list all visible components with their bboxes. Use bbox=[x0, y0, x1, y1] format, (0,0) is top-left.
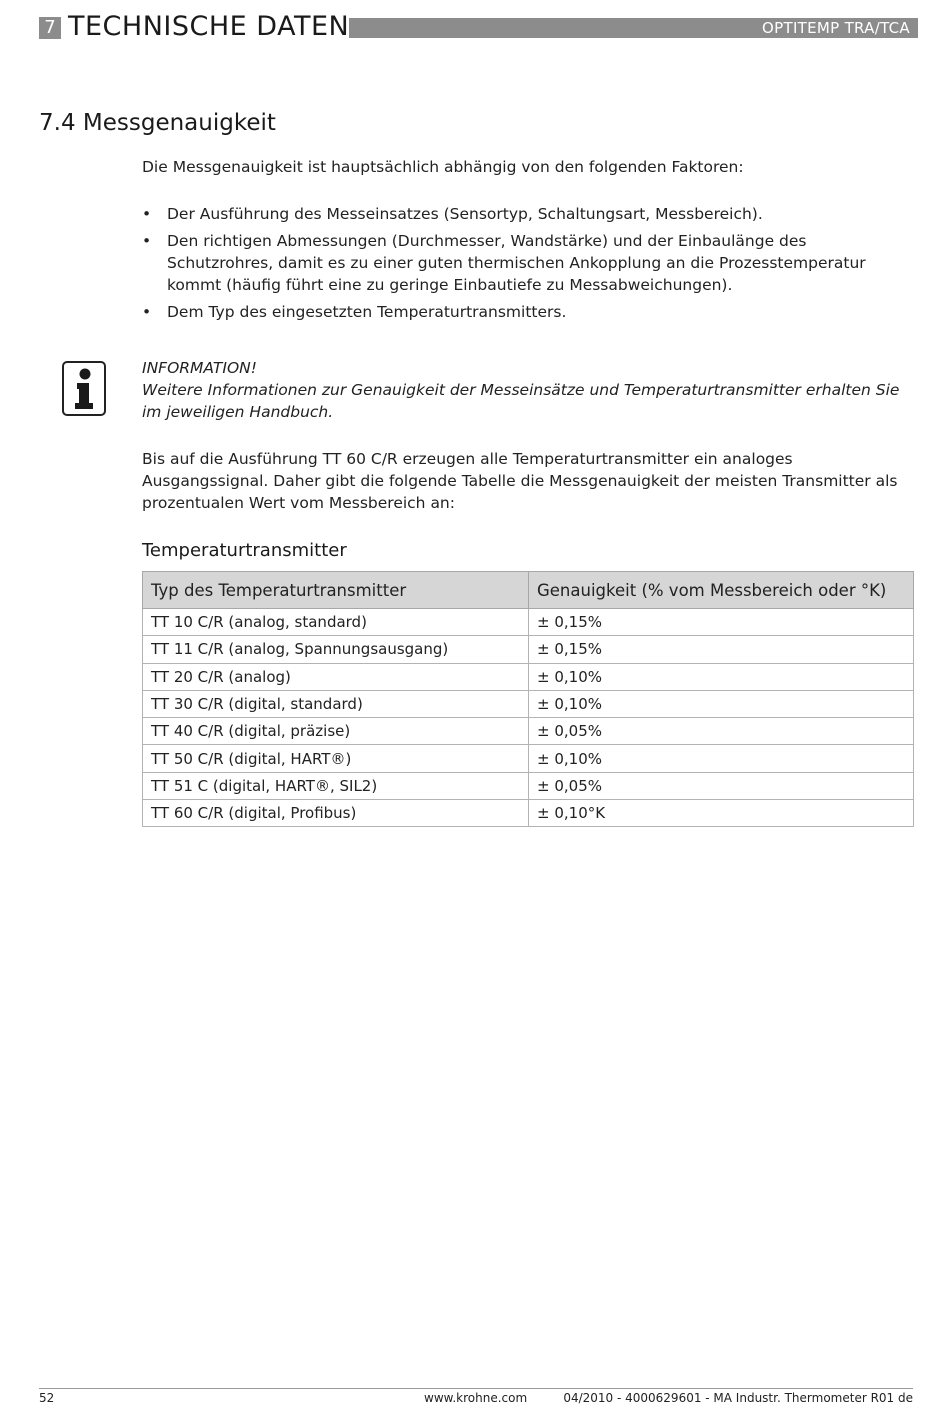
accuracy-value: ± 0,10°K bbox=[529, 800, 914, 827]
footer-divider bbox=[39, 1388, 913, 1389]
list-item-text: Dem Typ des eingesetzten Temperaturtransmitters. bbox=[167, 303, 567, 321]
list-item-text: Den richtigen Abmessungen (Durchmesser, Wandstärke) und der Einbaulänge des Schutzrohres, damit es zu einer guten thermischen Ankopplung an die Prozesstemperatur kommt (häufig führt eine zu geringe Einbautiefe zu Messabweichungen). bbox=[167, 232, 866, 294]
transmitter-type: TT 60 C/R (digital, Profibus) bbox=[143, 800, 529, 827]
bullet-dot: • bbox=[142, 205, 152, 223]
table-header-row bbox=[143, 572, 914, 609]
transmitter-type: TT 51 C (digital, HART®, SIL2) bbox=[143, 772, 529, 799]
chapter-number: 7 bbox=[39, 17, 61, 39]
footer-website: www.krohne.com bbox=[424, 1391, 528, 1405]
table-row bbox=[143, 745, 914, 772]
page-header bbox=[39, 11, 918, 42]
transmitter-type: TT 11 C/R (analog, Spannungsausgang) bbox=[143, 636, 529, 663]
accuracy-value: ± 0,10% bbox=[529, 663, 914, 690]
chapter-title: TECHNISCHE DATEN bbox=[68, 11, 350, 42]
accuracy-value: ± 0,15% bbox=[529, 609, 914, 636]
transmitter-type: TT 20 C/R (analog) bbox=[143, 663, 529, 690]
page-number: 52 bbox=[39, 1391, 55, 1405]
table-subheading: Temperaturtransmitter bbox=[142, 540, 347, 561]
info-icon-glyph bbox=[64, 363, 104, 414]
list-item bbox=[142, 230, 912, 296]
info-text: Weitere Informationen zur Genauigkeit der Messeinsätze und Temperaturtransmitter erhalten Sie im jeweiligen Handbuch. bbox=[142, 381, 900, 421]
transmitter-type: TT 50 C/R (digital, HART®) bbox=[143, 745, 529, 772]
list-item-text: Der Ausführung des Messeinsatzes (Sensortyp, Schaltungsart, Messbereich). bbox=[167, 205, 763, 223]
info-icon bbox=[62, 361, 106, 416]
accuracy-table bbox=[142, 571, 914, 827]
table-row bbox=[143, 636, 914, 663]
list-item bbox=[142, 301, 912, 323]
table-row bbox=[143, 663, 914, 690]
bullet-dot: • bbox=[142, 303, 152, 321]
list-item bbox=[142, 203, 912, 225]
header-bar bbox=[349, 18, 918, 38]
table-row bbox=[143, 718, 914, 745]
accuracy-value: ± 0,10% bbox=[529, 745, 914, 772]
intro-text: Die Messgenauigkeit ist hauptsächlich abhängig von den folgenden Faktoren: bbox=[142, 158, 744, 176]
footer-document-id: 04/2010 - 4000629601 - MA Industr. Thermometer R01 de bbox=[563, 1391, 913, 1405]
table-row bbox=[143, 609, 914, 636]
accuracy-value: ± 0,15% bbox=[529, 636, 914, 663]
bullet-dot: • bbox=[142, 232, 152, 250]
transmitter-type: TT 40 C/R (digital, präzise) bbox=[143, 718, 529, 745]
body-paragraph: Bis auf die Ausführung TT 60 C/R erzeugen alle Temperaturtransmitter ein analoges Ausgangssignal. Daher gibt die folgende Tabelle die Messgenauigkeit der meisten Transmitter als prozentualen Wert vom Messbereich an: bbox=[142, 450, 898, 512]
transmitter-type: TT 30 C/R (digital, standard) bbox=[143, 690, 529, 717]
transmitter-type: TT 10 C/R (analog, standard) bbox=[143, 609, 529, 636]
accuracy-value: ± 0,05% bbox=[529, 772, 914, 799]
product-name: OPTITEMP TRA/TCA bbox=[762, 19, 910, 37]
table-row bbox=[143, 800, 914, 827]
accuracy-value: ± 0,05% bbox=[529, 718, 914, 745]
factor-list bbox=[142, 203, 912, 328]
table-row bbox=[143, 772, 914, 799]
column-header-type: Typ des Temperaturtransmitter bbox=[143, 572, 529, 609]
information-note bbox=[142, 357, 912, 423]
section-title: 7.4 Messgenauigkeit bbox=[39, 110, 276, 136]
table-row bbox=[143, 690, 914, 717]
column-header-accuracy: Genauigkeit (% vom Messbereich oder °K) bbox=[529, 572, 914, 609]
info-title: INFORMATION! bbox=[142, 359, 257, 377]
accuracy-value: ± 0,10% bbox=[529, 690, 914, 717]
